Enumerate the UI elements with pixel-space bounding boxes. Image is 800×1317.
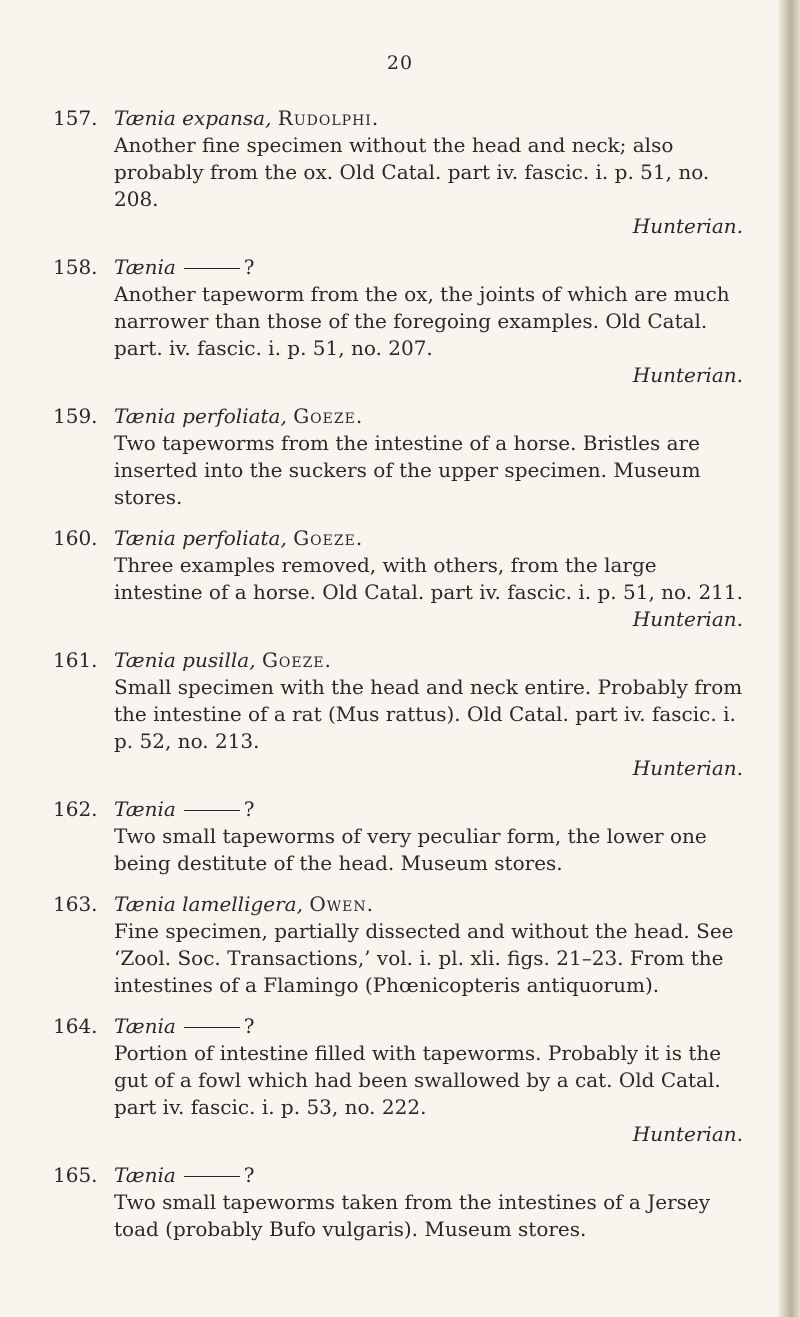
unknown-species-mark: ? [243, 797, 255, 821]
catalogue-entry [53, 525, 743, 633]
entry-description: Another tapeworm from the ox, the joints of which are much narrower than those of the foregoing examples. Old Catal. part. iv. fascic. i. p. 51, no. 207. [114, 282, 730, 360]
species-name: perfoliata, [182, 404, 287, 428]
entry-number: 162. [53, 797, 98, 821]
entry-description: Three examples removed, with others, from the large intestine of a horse. Old Catal. part iv. fascic. i. p. 51, no. 211. [114, 553, 743, 604]
species-name: lamelligera, [182, 892, 303, 916]
entry-description: Two small tapeworms taken from the intestines of a Jersey toad (probably Bufo vulgaris). Museum stores. [114, 1190, 711, 1241]
catalogue-entry [53, 1013, 743, 1148]
genus-name: Tænia [114, 797, 176, 821]
genus-name: Tænia [114, 892, 176, 916]
entry-number: 157. [53, 106, 98, 130]
species-dash [184, 268, 240, 269]
catalogue-entry [53, 105, 743, 240]
genus-name: Tænia [114, 526, 176, 550]
entry-number: 164. [53, 1014, 98, 1038]
catalogue-entry [53, 1162, 743, 1243]
entry-number: 161. [53, 648, 98, 672]
genus-name: Tænia [114, 648, 176, 672]
collection-source: Hunterian. [632, 1122, 743, 1146]
author-name: Owen. [309, 892, 374, 916]
catalogue-list [53, 105, 743, 1257]
collection-source: Hunterian. [632, 363, 743, 387]
collection-source: Hunterian. [632, 607, 743, 631]
species-dash [184, 1176, 240, 1177]
author-name: Goeze. [293, 404, 364, 428]
species-name: pusilla, [182, 648, 256, 672]
entry-number: 165. [53, 1163, 98, 1187]
entry-description: Portion of intestine filled with tapeworms. Probably it is the gut of a fowl which had been swallowed by a cat. Old Catal. part iv. fascic. i. p. 53, no. 222. [114, 1041, 722, 1119]
genus-name: Tænia [114, 404, 176, 428]
entry-heading [114, 403, 743, 430]
entry-heading [114, 1162, 743, 1189]
entry-number: 159. [53, 404, 98, 428]
entry-heading [114, 525, 743, 552]
catalogue-entry [53, 891, 743, 999]
genus-name: Tænia [114, 255, 176, 279]
collection-source: Hunterian. [632, 214, 743, 238]
author-name: Goeze. [293, 526, 364, 550]
species-dash [184, 1027, 240, 1028]
entry-heading [114, 796, 743, 823]
collection-source: Hunterian. [632, 756, 743, 780]
genus-name: Tænia [114, 106, 176, 130]
entry-heading [114, 891, 743, 918]
genus-name: Tænia [114, 1163, 176, 1187]
entry-heading [114, 254, 743, 281]
entry-heading [114, 105, 743, 132]
entry-description: Two tapeworms from the intestine of a horse. Bristles are inserted into the suckers of the upper specimen. Museum stores. [114, 431, 701, 509]
entry-heading [114, 647, 743, 674]
entry-description: Another fine specimen without the head and neck; also probably from the ox. Old Catal. part iv. fascic. i. p. 51, no. 208. [114, 133, 710, 211]
catalogue-entry [53, 254, 743, 389]
page-number: 20 [386, 52, 414, 74]
entry-heading [114, 1013, 743, 1040]
catalogue-entry [53, 796, 743, 877]
species-name: perfoliata, [182, 526, 287, 550]
entry-description: Two small tapeworms of very peculiar form, the lower one being destitute of the head. Museum stores. [114, 824, 707, 875]
author-name: Goeze. [261, 648, 332, 672]
entry-number: 158. [53, 255, 98, 279]
species-name: expansa, [182, 106, 272, 130]
unknown-species-mark: ? [243, 1163, 255, 1187]
entry-number: 163. [53, 892, 98, 916]
entry-description: Small specimen with the head and neck entire. Probably from the intestine of a rat (Mus rattus). Old Catal. part iv. fascic. i. p. 52, no. 213. [114, 675, 743, 753]
author-name: Rudolphi. [277, 106, 380, 130]
catalogue-entry [53, 403, 743, 511]
unknown-species-mark: ? [243, 1014, 255, 1038]
genus-name: Tænia [114, 1014, 176, 1038]
unknown-species-mark: ? [243, 255, 255, 279]
species-dash [184, 810, 240, 811]
entry-number: 160. [53, 526, 98, 550]
entry-description: Fine specimen, partially dissected and without the head. See ‘Zool. Soc. Transactions,’ vol. i. pl. xli. figs. 21–23. From the intestines of a Flamingo (Phœnicopteris antiquorum). [114, 919, 734, 997]
catalogue-entry [53, 647, 743, 782]
page-edge [778, 0, 800, 1317]
